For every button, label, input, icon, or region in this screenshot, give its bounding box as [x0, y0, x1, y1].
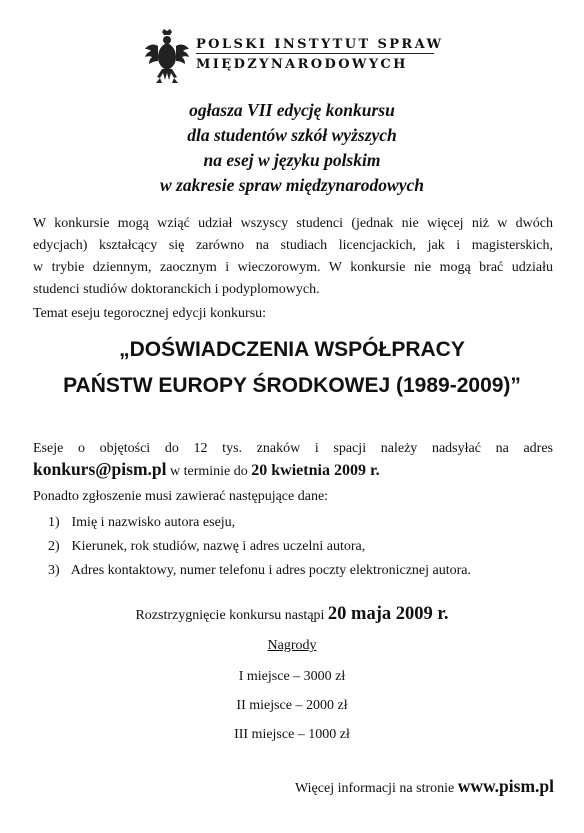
footer: [295, 776, 554, 797]
deadline-prefix: w terminie do: [166, 464, 252, 479]
essay-topic-line2: PAŃSTW EUROPY ŚRODKOWEJ (1989-2009)”: [63, 374, 521, 397]
announcement-line: w zakresie spraw międzynarodowych: [160, 175, 424, 195]
org-name-line1: POLSKI INSTYTUT SPRAW: [196, 37, 444, 52]
topic-label: Temat eseju tegorocznej edycji konkursu:: [33, 306, 267, 321]
list-item: [48, 559, 471, 583]
eligibility-line: W konkursie mogą wziąć udział wszyscy studenci (jednak nie więcej niż w dwóch: [33, 216, 553, 231]
requirements-list: [48, 511, 471, 583]
prize-item: II miejsce – 2000 zł: [236, 698, 348, 713]
list-item-text: Kierunek, rok studiów, nazwę i adres uczelni autora,: [71, 539, 366, 554]
polish-eagle-icon: [144, 28, 190, 86]
prize-item: I miejsce – 3000 zł: [238, 669, 346, 684]
org-name-line2: MIĘDZYNARODOWYCH: [196, 57, 408, 72]
eligibility-line: edycjach) kształcący się zarówno na studiach licencjackich, jak i magisterskich,: [33, 238, 553, 253]
list-item-number: 1): [48, 515, 60, 530]
essay-topic-line1: „DOŚWIADCZENIA WSPÓŁPRACY: [119, 338, 465, 361]
announcement-line: na esej w języku polskim: [203, 150, 381, 170]
footer-prefix: Więcej informacji na stronie: [295, 781, 458, 796]
announcement-line: dla studentów szkół wyższych: [187, 125, 397, 145]
submission-text: Eseje o objętości do 12 tys. znaków i spacji należy nadsyłać na adres: [33, 441, 553, 456]
announcement-line: ogłasza VII edycję konkursu: [189, 100, 395, 120]
list-item-text: Adres kontaktowy, numer telefonu i adres poczty elektronicznej autora.: [70, 563, 472, 578]
deadline-date: 20 kwietnia 2009 r.: [251, 462, 380, 479]
eligibility-line: studenci studiów doktoranckich i podyplomowych.: [33, 282, 320, 297]
prizes-heading: Nagrody: [267, 638, 317, 653]
list-item-number: 3): [48, 563, 60, 578]
submission-email[interactable]: konkurs@pism.pl: [33, 459, 167, 479]
results-announcement: [0, 604, 584, 625]
eligibility-paragraph: [33, 213, 553, 301]
submission-details: [33, 458, 553, 483]
prize-item: III miejsce – 1000 zł: [234, 727, 350, 742]
requirements-label: Ponadto zgłoszenie musi zawierać następujące dane:: [33, 489, 329, 504]
page-header: [144, 28, 444, 88]
announcement: [0, 98, 584, 198]
list-item-text: Imię i nazwisko autora eseju,: [71, 515, 236, 530]
results-date: 20 maja 2009 r.: [327, 604, 449, 624]
list-item: [48, 535, 471, 559]
organization-name: [196, 36, 443, 73]
list-item-number: 2): [48, 539, 60, 554]
prizes-section: [0, 638, 584, 749]
list-item: [48, 511, 471, 535]
eligibility-line: w trybie dziennym, zaocznym i wieczorowym. W konkursie nie mogą brać udziału: [33, 260, 553, 275]
submission-info: [33, 438, 553, 483]
website-link[interactable]: www.pism.pl: [457, 776, 554, 796]
results-prefix: Rozstrzygnięcie konkursu nastąpi: [135, 608, 328, 623]
